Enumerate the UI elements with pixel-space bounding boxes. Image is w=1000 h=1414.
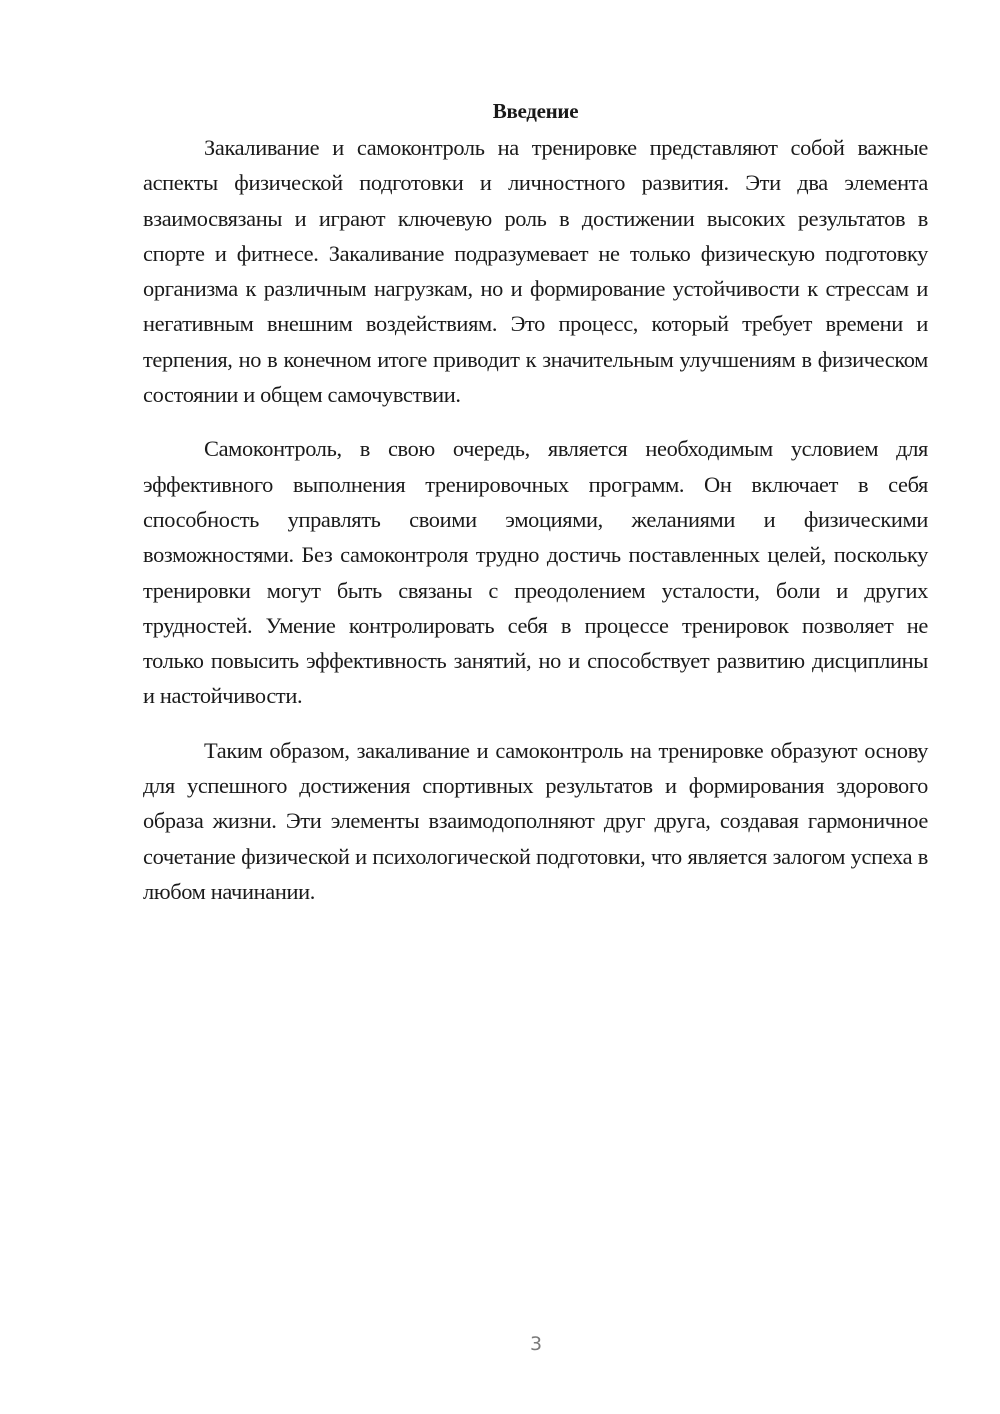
page-number: 3 (529, 1333, 543, 1355)
paragraph-1: Закаливание и самоконтроль на тренировке представляют собой важные аспекты физической подготовки и личностного развития. Эти два элемента взаимосвязаны и играют ключевую роль в достижении высоких результатов в спорте и фитнесе. Закаливание подразумевает не только физическую подготовку организма к различным нагрузкам, но и формирование устойчивости к стрессам и негативным внешним воздействиям. Это процесс, который требует времени и терпения, но в конечном итоге приводит к значительным улучшениям в физическом состоянии и общем самочувствии. (143, 135, 928, 408)
paragraph-3: Таким образом, закаливание и самоконтроль на тренировке образуют основу для успешного достижения спортивных результатов и формирования здорового образа жизни. Эти элементы взаимодополняют друг друга, создавая гармоничное сочетание физической и психологической подготовки, что является залогом успеха в любом начинании. (143, 737, 928, 904)
section-heading: Введение (492, 99, 579, 123)
paragraph-2: Самоконтроль, в свою очередь, является необходимым условием для эффективного выполнения тренировочных программ. Он включает в себя способность управлять своими эмоциями, желаниями и физическими возможностями. Без самоконтроля трудно достичь поставленных целей, поскольку тренировки могут быть связаны с преодолением усталости, боли и других трудностей. Умение контролировать себя в процессе тренировок позволяет не только повысить эффективность занятий, но и способствует развитию дисциплины и настойчивости. (143, 436, 928, 709)
page-content (143, 93, 928, 909)
